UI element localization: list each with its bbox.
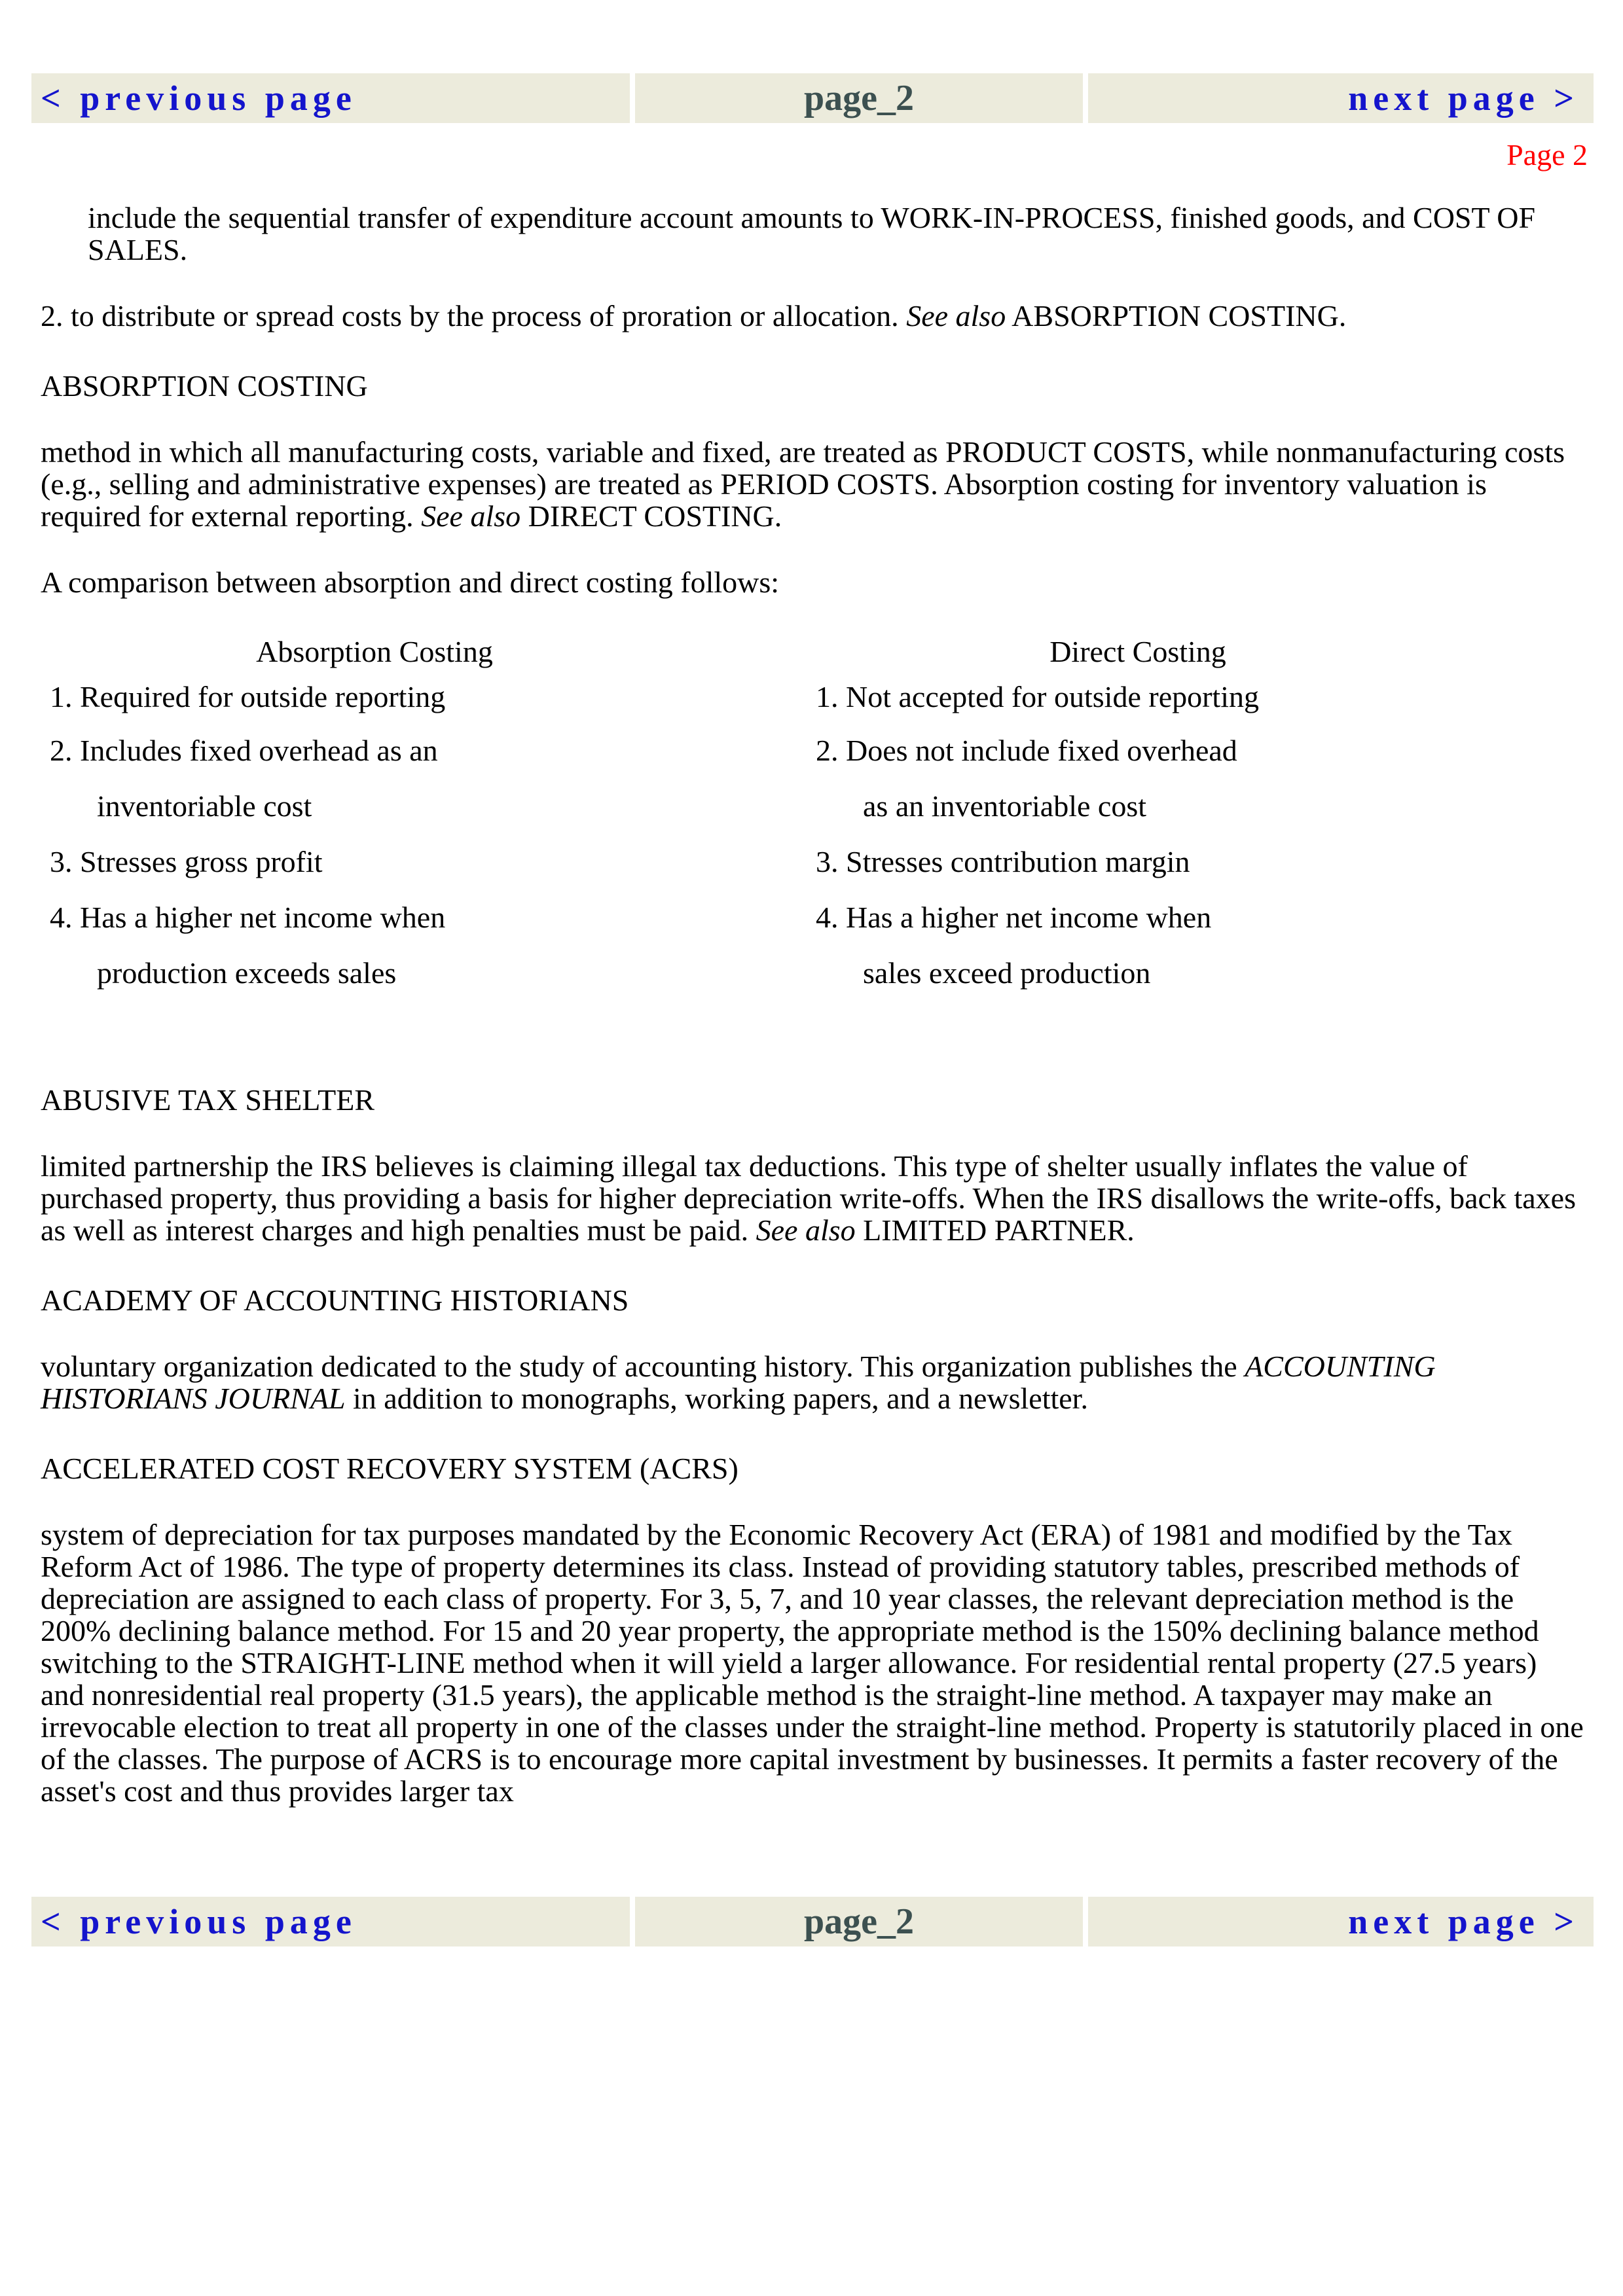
allocation-definition: 2. to distribute or spread costs by the process of proration or allocation. See also ABSORPTION COSTING. (41, 299, 1347, 332)
previous-page-link[interactable]: < previous page (31, 73, 630, 123)
comparison-item: 4. Has a higher net income when (816, 901, 1212, 934)
comparison-item: 3. Stresses contribution margin (816, 845, 1190, 878)
comparison-table (41, 632, 1586, 999)
comparison-item: as an inventoriable cost (863, 789, 1147, 823)
definition-acrs: system of depreciation for tax purposes mandated by the Economic Recovery Act (ERA) of 1981 and modified by the Tax Reform Act of 1986. The type of property determines its class. Instead of providing statutory tables, prescribed methods of depreciation are assigned to each class of property. For 3, 5, 7, and 10 year classes, the relevant depreciation method is the 200% declining balance method. For 15 and 20 year property, the appropriate method is the 150% declining balance method switching to the STRAIGHT-LINE method when it will yield a larger allowance. For residential rental property (27.5 years) and nonresidential real property (31.5 years), the applicable method is the straight-line method. A taxpayer may make an irrevocable election to treat all property in one of the classes under the straight-line method. Property is statutorily placed in one of the classes. The purpose of ACRS is to encourage more capital investment by businesses. It permits a faster recovery of the asset's cost and thus provides larger tax (41, 1518, 1584, 1808)
next-page-link[interactable]: next page > (1088, 1897, 1594, 1946)
previous-page-link[interactable]: < previous page (31, 1897, 630, 1946)
definition-abusive-tax-shelter: limited partnership the IRS believes is claiming illegal tax deductions. This type of shelter usually inflates the value of purchased property, thus providing a basis for higher depreciation write-offs. When the IRS disallows the write-offs, back taxes as well as interest charges and high penalties must be paid. See also LIMITED PARTNER. (41, 1149, 1576, 1247)
comparison-item: 2. Does not include fixed overhead (816, 734, 1237, 767)
page-number-label: Page 2 (1506, 138, 1588, 171)
definition-absorption-costing: method in which all manufacturing costs, variable and fixed, are treated as PRODUCT COSTS, while nonmanufacturing costs (e.g., selling and administrative expenses) are treated as PERIOD COSTS. Absorption costing for inventory valuation is required for external reporting. See also DIRECT COSTING. (41, 435, 1565, 533)
cross-reference: DIRECT COSTING. (528, 499, 782, 533)
comparison-item: sales exceed production (863, 956, 1151, 990)
page-name: page_2 (635, 1897, 1083, 1946)
comparison-item: 1. Required for outside reporting (50, 680, 446, 713)
term-academy-of-accounting-historians: ACADEMY OF ACCOUNTING HISTORIANS (41, 1283, 629, 1317)
comparison-item: 3. Stresses gross profit (50, 845, 323, 878)
cross-reference: LIMITED PARTNER. (863, 1213, 1135, 1247)
next-page-link[interactable]: next page > (1088, 73, 1594, 123)
comparison-item: inventoriable cost (97, 789, 312, 823)
term-abusive-tax-shelter: ABUSIVE TAX SHELTER (41, 1083, 375, 1117)
term-acrs: ACCELERATED COST RECOVERY SYSTEM (ACRS) (41, 1452, 739, 1485)
bottom-navigation-bar (31, 1897, 1594, 1946)
comparison-item: 2. Includes fixed overhead as an (50, 734, 438, 767)
comparison-item: 1. Not accepted for outside reporting (816, 680, 1259, 713)
journal-title: ACCOUNTING HISTORIANS JOURNAL (41, 1350, 1436, 1415)
comparison-column-direct (766, 632, 1486, 1001)
comparison-item: 4. Has a higher net income when (50, 901, 446, 934)
continuation-text: include the sequential transfer of expenditure account amounts to WORK-IN-PROCESS, finished goods, and COST OF SALES. (88, 201, 1536, 266)
page-name: page_2 (635, 73, 1083, 123)
cross-reference: ABSORPTION COSTING. (1012, 299, 1347, 332)
column-header: Direct Costing (1049, 635, 1226, 668)
comparison-intro: A comparison between absorption and direct costing follows: (41, 565, 780, 599)
definition-academy-of-accounting-historians: voluntary organization dedicated to the study of accounting history. This organization publishes the ACCOUNTING HISTORIANS JOURNAL in addition to monographs, working papers, and a newsletter. (41, 1350, 1436, 1415)
term-absorption-costing: ABSORPTION COSTING (41, 369, 368, 403)
comparison-column-absorption (41, 632, 761, 1001)
glossary-content (41, 202, 1586, 1807)
comparison-item: production exceeds sales (97, 956, 397, 990)
top-navigation-bar (31, 73, 1594, 123)
column-header: Absorption Costing (256, 635, 493, 668)
